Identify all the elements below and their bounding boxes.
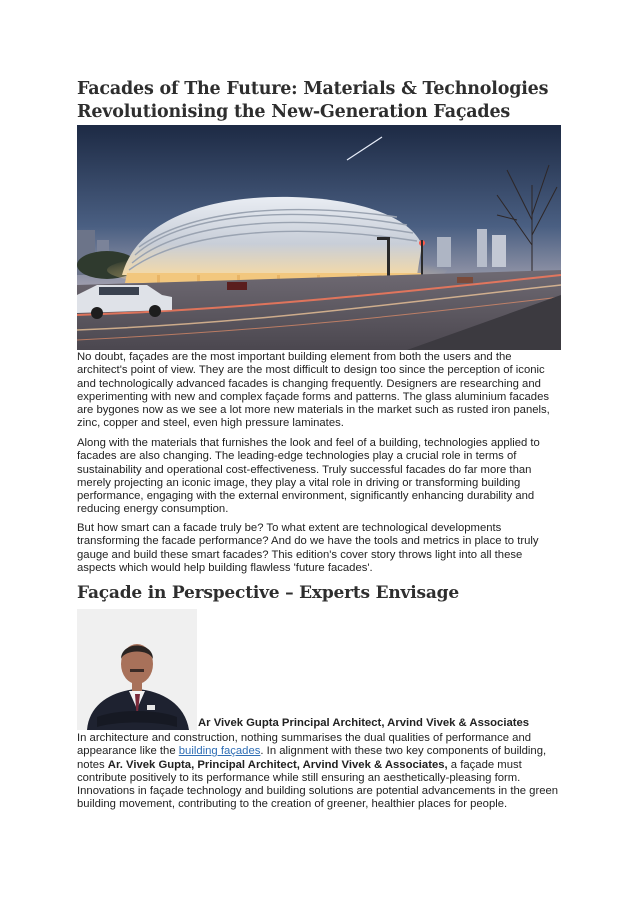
expert-name-bold: Ar. Vivek Gupta, Principal Architect, Arvind Vivek & Associates, (107, 758, 448, 771)
expert-text-3: a façade must contribute positively to its performance while still ensuring an aesthetically-pleasing form. Innovations in façade technology and building solutions are potential advancements in the green building movement, contributing to the creation of greener, healthier places for people. (77, 758, 559, 811)
article-title: Facades of The Future: Materials & Technologies Revolutionising the New-Generation Façades (77, 79, 549, 122)
expert-paragraph (77, 732, 561, 812)
hero-image (77, 125, 561, 350)
smart-facade-paragraph: But how smart can a facade truly be? To what extent are technological developments transforming the facade performance? And do we have the tools and metrics in place to truly gauge and build these smart facades? This edition's cover story throws light into all these aspects which would help building flawless 'future facades'. (77, 522, 539, 574)
intro-paragraph: No doubt, façades are the most important building element from both the users and the architect's point of view. They are the most difficult to design too since the perception of iconic and technologically advanced facades is changing frequently. Designers are researching and experimenting with new and complex façade forms and patterns. The glass aluminium facades are bygones now as we see a lot more new materials in the market such as rusted iron panels, zinc, copper and steel, even high pressure laminates. (77, 351, 550, 430)
expert-text-2: . In alignment with these two key components of building, notes (77, 745, 547, 771)
expert-text-1: In architecture and construction, nothing summarises the dual qualities of performance and appearance like the (77, 732, 532, 758)
technology-paragraph: Along with the materials that furnishes the look and feel of a building, technologies applied to facades are also changing. The leading-edge technologies play a crucial role in terms of sustainability and operational cost-effectiveness. Truly successful facades do far more than merely projecting an iconic image, they play a vital role in driving or transforming building performance, engaging with the external environment, significantly enhancing durability and reducing energy consumption. (77, 437, 540, 516)
section-heading: Façade in Perspective – Experts Envisage (77, 583, 459, 603)
expert-portrait (77, 609, 197, 730)
expert-caption: Ar Vivek Gupta Principal Architect, Arvind Vivek & Associates (198, 717, 530, 729)
building-facades-link[interactable]: building façades (178, 745, 261, 758)
